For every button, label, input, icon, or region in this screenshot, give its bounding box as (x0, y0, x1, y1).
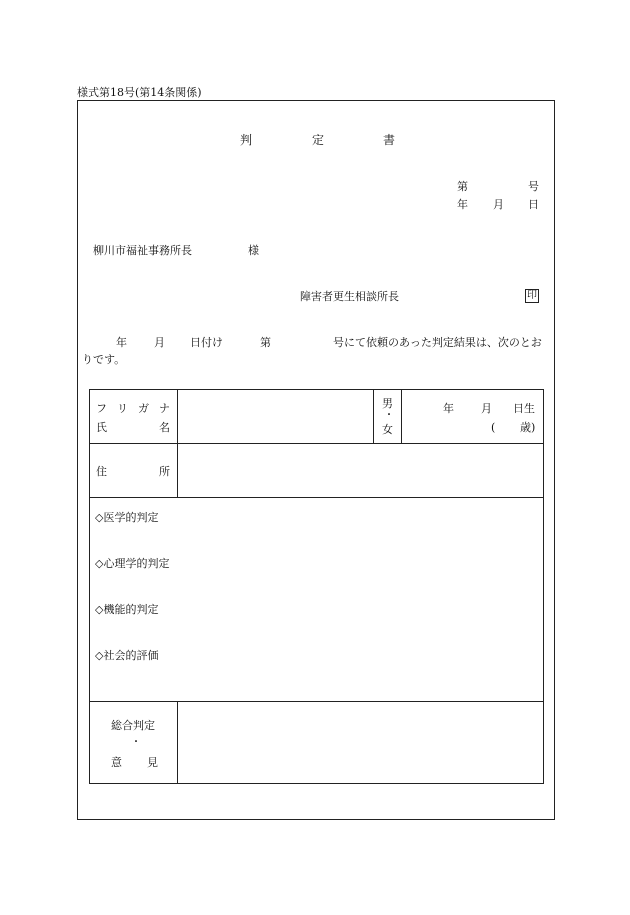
table-border-right (543, 389, 544, 783)
name-char: 名 (159, 421, 170, 434)
table-row-divider-3 (89, 701, 544, 702)
title-char-1: 判 (240, 133, 253, 147)
address-char: 所 (159, 465, 170, 478)
body-line2: りです。 (82, 353, 126, 366)
body-dated: 日付け (190, 336, 223, 349)
body-month: 月 (154, 336, 165, 349)
section-medical: ◇医学的判定 (95, 511, 159, 524)
name-label (96, 422, 170, 433)
form-frame (77, 100, 555, 820)
gender-female: 女 (382, 423, 393, 436)
section-social: ◇社会的評価 (95, 649, 159, 662)
gender-column-right (401, 389, 402, 443)
address-char: 住 (96, 465, 107, 478)
body-dai: 第 (260, 336, 271, 349)
table-border-top (89, 389, 544, 390)
form-number-label: 様式第18号(第14条関係) (77, 86, 202, 99)
gender-separator: ・ (384, 410, 394, 421)
date-month: 月 (493, 198, 504, 211)
table-row-divider-2 (89, 497, 544, 498)
gender-column-left (373, 389, 374, 443)
birth-year: 年 (443, 402, 454, 415)
section-functional: ◇機能的判定 (95, 603, 159, 616)
summary-label-line2a: 意 (111, 756, 122, 769)
summary-label-line1: 総合判定 (111, 719, 155, 732)
age-open-paren: ( (491, 421, 496, 434)
furigana-label (96, 403, 170, 414)
age-label: 歳) (520, 421, 536, 434)
furigana-char: フ (96, 402, 107, 415)
table-border-left (89, 389, 90, 783)
addressee-name: 柳川市福祉事務所長 (93, 244, 192, 257)
addressee-honorific: 様 (248, 244, 259, 257)
furigana-char: リ (117, 402, 128, 415)
birth-month: 月 (481, 402, 492, 415)
table-row-divider-1 (89, 443, 544, 444)
birth-day: 日生 (513, 402, 535, 415)
number-dai: 第 (457, 180, 468, 193)
summary-column-divider (177, 701, 178, 783)
number-gou: 号 (528, 180, 539, 193)
gender-male: 男 (382, 397, 393, 410)
title-char-3: 書 (383, 133, 396, 147)
furigana-char: ガ (138, 402, 149, 415)
table-border-bottom (89, 783, 544, 784)
title-char-2: 定 (312, 133, 325, 147)
date-day: 日 (528, 198, 539, 211)
issuer-name: 障害者更生相談所長 (300, 290, 399, 303)
address-label (96, 466, 170, 477)
summary-label-line2b: 見 (147, 756, 158, 769)
label-column-divider (177, 389, 178, 497)
body-year: 年 (116, 336, 127, 349)
section-psychological: ◇心理学的判定 (95, 557, 170, 570)
date-year: 年 (457, 198, 468, 211)
name-char: 氏 (96, 421, 107, 434)
summary-label-dot: ・ (131, 737, 141, 748)
body-continuation: 号にて依頼のあった判定結果は、次のとお (333, 336, 542, 349)
furigana-char: ナ (159, 402, 170, 415)
seal-stamp-box: 印 (527, 290, 537, 301)
